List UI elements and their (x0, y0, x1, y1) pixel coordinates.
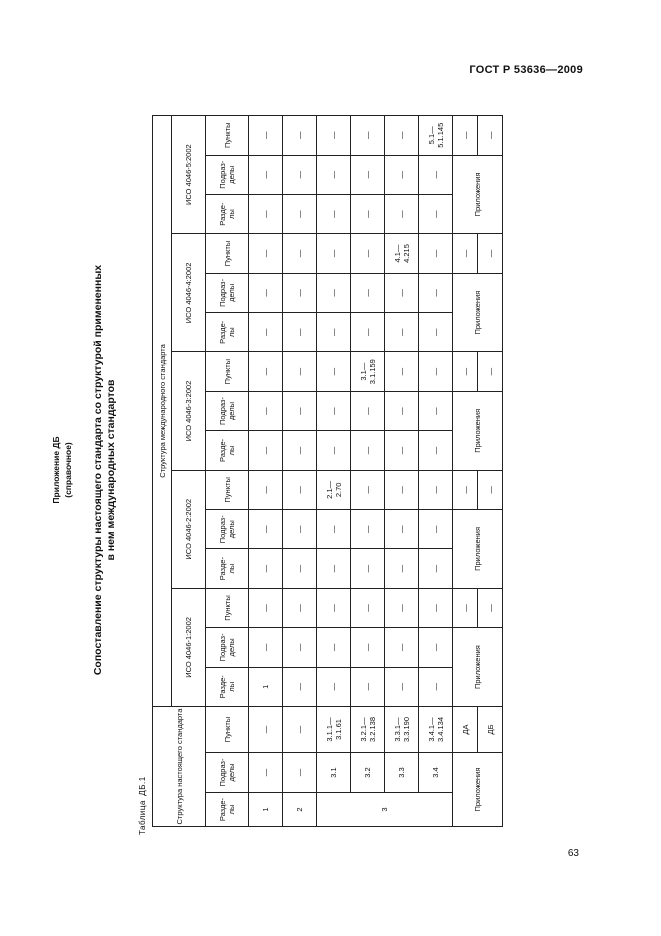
cell-s3-section: — (249, 431, 283, 470)
cell-current-subsection: 3.4 (419, 753, 453, 793)
cell-s2-section: — (283, 549, 317, 588)
cell-current-subsection: — (283, 753, 317, 793)
table-row (317, 116, 351, 827)
cell-s4-subsection: — (419, 273, 453, 312)
cell-current-appendix: ДА (453, 706, 478, 752)
cell-s2-subsection: — (283, 510, 317, 549)
cell-s4-clause: — (351, 234, 385, 273)
table-header-row (153, 116, 172, 827)
column-header-clauses: Пункты (206, 352, 249, 391)
column-header-clauses: Пункты (206, 588, 249, 627)
table-row (283, 116, 317, 827)
appendix-subtitle: (справочное) (63, 442, 73, 498)
cell-s2-subsection: — (385, 510, 419, 549)
standard-name-header: ИСО 4046-3:2002 (172, 352, 206, 470)
appendix-heading (50, 95, 74, 845)
cell-standard-appendix: — (453, 588, 478, 627)
cell-s3-section: — (351, 431, 385, 470)
cell-s5-section: — (385, 194, 419, 233)
cell-s2-clause: 2.1— 2.70 (317, 470, 351, 509)
column-header-sections: Разде- лы (206, 431, 249, 470)
cell-s1-subsection: — (249, 628, 283, 667)
appendix-label-current: Приложения (453, 753, 503, 827)
column-header-subsections: Подраз- делы (206, 155, 249, 194)
column-header-subsections: Подраз- делы (206, 510, 249, 549)
cell-s4-section: — (317, 313, 351, 352)
column-header-subsections: Подраз- делы (206, 273, 249, 312)
cell-current-appendix: ДБ (478, 706, 503, 752)
cell-s3-subsection: — (249, 391, 283, 430)
cell-s3-subsection: — (351, 391, 385, 430)
cell-s3-clause: — (283, 352, 317, 391)
cell-s4-section: — (283, 313, 317, 352)
cell-s5-section: — (283, 194, 317, 233)
cell-s2-clause: — (249, 470, 283, 509)
standard-name-header: ИСО 4046-5:2002 (172, 116, 206, 234)
cell-s3-section: — (385, 431, 419, 470)
column-header-clauses: Пункты (206, 116, 249, 156)
appendix-label-standard: Приложения (453, 273, 503, 352)
cell-current-clause: 3.1.1— 3.1.61 (317, 706, 351, 752)
column-header-subsections: Подраз- делы (206, 628, 249, 667)
cell-s4-section: — (249, 313, 283, 352)
cell-standard-appendix: — (478, 234, 503, 273)
cell-current-clause: — (283, 706, 317, 752)
cell-s1-subsection: — (385, 628, 419, 667)
cell-s1-clause: — (419, 588, 453, 627)
table-caption-number: ДБ.1 (138, 776, 147, 796)
cell-s2-section: — (249, 549, 283, 588)
cell-s1-section: — (385, 667, 419, 706)
cell-s2-subsection: — (317, 510, 351, 549)
cell-current-section: 1 (249, 793, 283, 827)
appendix-title: Приложение ДБ (51, 436, 61, 504)
cell-s1-clause: — (317, 588, 351, 627)
cell-s3-clause: 3.1— 3.1.159 (351, 352, 385, 391)
cell-s4-subsection: — (317, 273, 351, 312)
standard-name-header: ИСО 4046-2:2002 (172, 470, 206, 588)
column-header-sections: Разде- лы (206, 667, 249, 706)
cell-s4-clause: — (283, 234, 317, 273)
cell-current-subsection: — (249, 753, 283, 793)
appendix-label-standard: Приложения (453, 155, 503, 234)
page-number: 63 (567, 848, 579, 859)
column-header-subsections: Подраз- делы (206, 391, 249, 430)
cell-s2-section: — (317, 549, 351, 588)
cell-s3-subsection: — (419, 391, 453, 430)
cell-standard-appendix: — (478, 470, 503, 509)
international-standard-header: Структура международного стандарта (153, 116, 172, 707)
column-header-sections: Разде- лы (206, 194, 249, 233)
cell-s3-clause: — (317, 352, 351, 391)
comparison-title (92, 95, 118, 845)
cell-s2-subsection: — (351, 510, 385, 549)
cell-s4-clause: — (419, 234, 453, 273)
column-header-clauses: Пункты (206, 706, 249, 752)
cell-s5-clause: — (283, 116, 317, 156)
cell-s5-subsection: — (419, 155, 453, 194)
cell-current-clause: 3.4.1— 3.4.134 (419, 706, 453, 752)
table-caption (138, 776, 147, 835)
cell-s2-clause: — (385, 470, 419, 509)
cell-s1-subsection: — (419, 628, 453, 667)
cell-s3-clause: — (385, 352, 419, 391)
cell-s3-section: — (283, 431, 317, 470)
cell-s4-clause: — (317, 234, 351, 273)
column-header-clauses: Пункты (206, 470, 249, 509)
cell-standard-appendix: — (453, 116, 478, 156)
table-appendix-row (453, 116, 478, 827)
cell-s3-subsection: — (385, 391, 419, 430)
cell-standard-appendix: — (453, 234, 478, 273)
cell-s1-subsection: — (351, 628, 385, 667)
table-header-row (206, 116, 249, 827)
cell-s4-clause: — (249, 234, 283, 273)
column-header-subsections: Подраз- делы (206, 753, 249, 793)
cell-s1-subsection: — (317, 628, 351, 667)
cell-s3-subsection: — (283, 391, 317, 430)
cell-s1-clause: — (249, 588, 283, 627)
cell-current-clause: 3.3.1— 3.3.190 (385, 706, 419, 752)
cell-s5-clause: — (249, 116, 283, 156)
comparison-title-line2: в нем международных стандартов (105, 379, 117, 561)
appendix-label-standard: Приложения (453, 628, 503, 707)
cell-s4-section: — (385, 313, 419, 352)
table-caption-prefix: Таблица (138, 800, 147, 835)
cell-standard-appendix: — (453, 352, 478, 391)
cell-standard-appendix: — (478, 352, 503, 391)
cell-s2-subsection: — (249, 510, 283, 549)
cell-standard-appendix: — (478, 588, 503, 627)
cell-current-subsection: 3.2 (351, 753, 385, 793)
standard-name-header: ИСО 4046-1:2002 (172, 588, 206, 706)
cell-s1-section: — (317, 667, 351, 706)
standard-name-header: ИСО 4046-4:2002 (172, 234, 206, 352)
cell-s4-clause: 4.1— 4.215 (385, 234, 419, 273)
cell-s2-clause: — (419, 470, 453, 509)
column-header-sections: Разде- лы (206, 313, 249, 352)
cell-s1-section: — (419, 667, 453, 706)
cell-s3-clause: — (419, 352, 453, 391)
cell-current-clause: — (249, 706, 283, 752)
cell-s4-subsection: — (249, 273, 283, 312)
cell-s2-section: — (419, 549, 453, 588)
comparison-title-line1: Сопоставление структуры настоящего стандарта со структурой примененных (92, 264, 104, 676)
table-row (249, 116, 283, 827)
cell-s5-subsection: — (351, 155, 385, 194)
cell-s5-clause: 5.1— 5.1.145 (419, 116, 453, 156)
cell-s3-clause: — (249, 352, 283, 391)
cell-s5-section: — (351, 194, 385, 233)
cell-s2-clause: — (283, 470, 317, 509)
cell-s1-section: — (351, 667, 385, 706)
cell-s5-clause: — (385, 116, 419, 156)
cell-current-subsection: 3.3 (385, 753, 419, 793)
structure-comparison-table (152, 115, 503, 827)
column-header-sections: Разде- лы (206, 793, 249, 827)
cell-s5-subsection: — (385, 155, 419, 194)
cell-current-section: 2 (283, 793, 317, 827)
table-row (385, 116, 419, 827)
column-header-sections: Разде- лы (206, 549, 249, 588)
cell-s2-subsection: — (419, 510, 453, 549)
table-row (351, 116, 385, 827)
cell-s5-clause: — (351, 116, 385, 156)
cell-s1-clause: — (351, 588, 385, 627)
cell-s5-subsection: — (317, 155, 351, 194)
appendix-label-standard: Приложения (453, 510, 503, 589)
cell-s1-clause: — (283, 588, 317, 627)
column-header-clauses: Пункты (206, 234, 249, 273)
cell-s3-section: — (419, 431, 453, 470)
cell-s5-clause: — (317, 116, 351, 156)
cell-s5-subsection: — (249, 155, 283, 194)
cell-s4-section: — (419, 313, 453, 352)
cell-s5-section: — (249, 194, 283, 233)
cell-s3-section: — (317, 431, 351, 470)
cell-s2-section: — (351, 549, 385, 588)
document-code: ГОСТ Р 53636—2009 (469, 64, 583, 76)
cell-s1-subsection: — (283, 628, 317, 667)
rotated-content (50, 95, 610, 845)
cell-s4-section: — (351, 313, 385, 352)
cell-standard-appendix: — (478, 116, 503, 156)
cell-s4-subsection: — (385, 273, 419, 312)
cell-s3-subsection: — (317, 391, 351, 430)
cell-s5-section: — (419, 194, 453, 233)
table-row (419, 116, 453, 827)
cell-s1-section: 1 (249, 667, 283, 706)
cell-current-clause: 3.2.1— 3.2.138 (351, 706, 385, 752)
cell-s5-subsection: — (283, 155, 317, 194)
cell-s1-clause: — (385, 588, 419, 627)
current-standard-header: Структура настоящего стандарта (153, 706, 206, 826)
appendix-label-standard: Приложения (453, 391, 503, 470)
cell-s1-section: — (283, 667, 317, 706)
cell-s5-section: — (317, 194, 351, 233)
cell-current-subsection: 3.1 (317, 753, 351, 793)
cell-current-section: 3 (317, 793, 453, 827)
cell-s2-section: — (385, 549, 419, 588)
cell-standard-appendix: — (453, 470, 478, 509)
cell-s4-subsection: — (283, 273, 317, 312)
cell-s4-subsection: — (351, 273, 385, 312)
cell-s2-clause: — (351, 470, 385, 509)
